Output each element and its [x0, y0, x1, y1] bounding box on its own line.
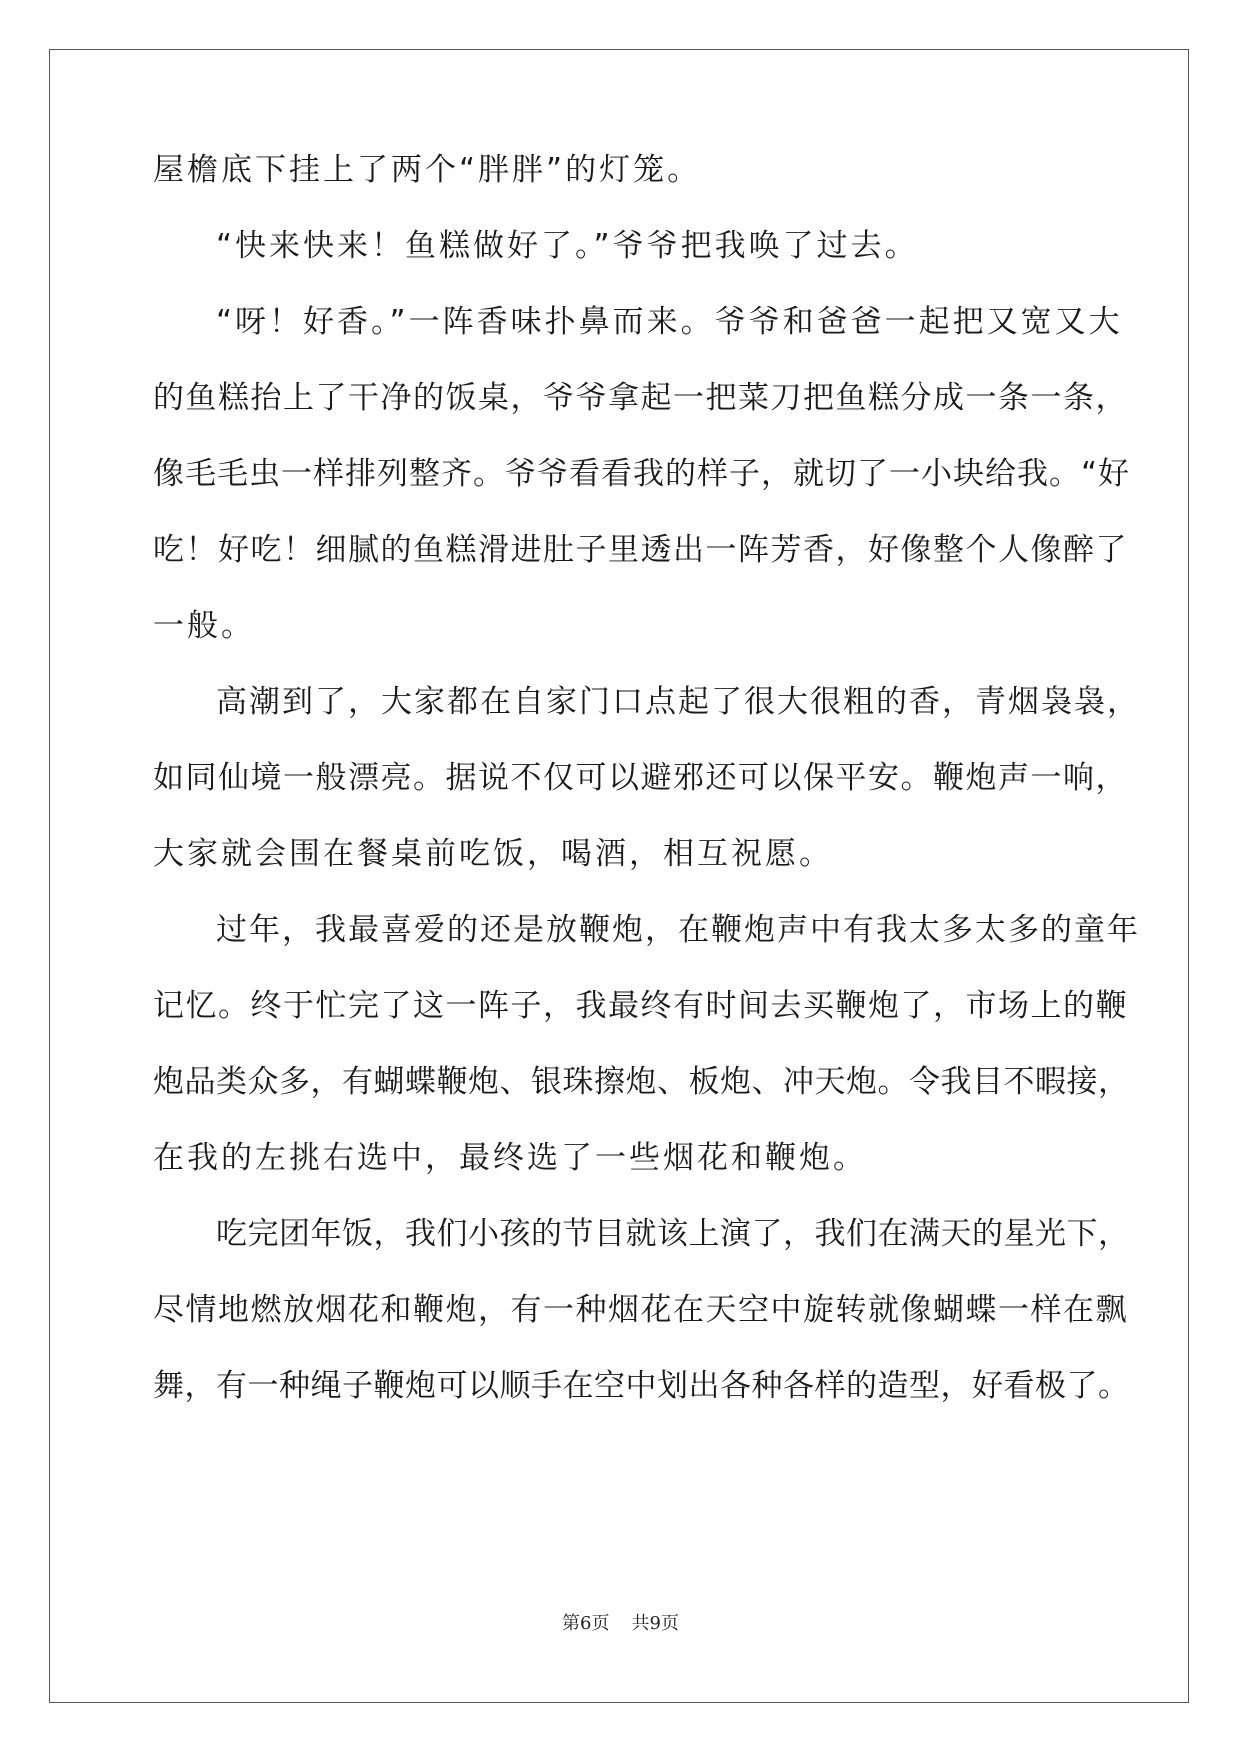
text-line: 记忆。终于忙完了这一阵子，我最终有时间去买鞭炮了，市场上的鞭: [153, 988, 1128, 1024]
text-line: 像毛毛虫一样排列整齐。爷爷看看我的样子，就切了一小块给我。“好: [153, 456, 1131, 492]
text-line: 高潮到了，大家都在自家门口点起了很大很粗的香，青烟袅袅，: [216, 684, 1140, 720]
page-footer: [0, 1612, 1241, 1636]
text-line: 炮品类众多，有蝴蝶鞭炮、银珠擦炮、板炮、冲天炮。令我目不暇接，: [153, 1064, 1130, 1100]
text-line: 过年，我最喜爱的还是放鞭炮，在鞭炮声中有我太多太多的童年: [216, 912, 1140, 948]
page-border: [49, 49, 1189, 1703]
text-line: 屋檐底下挂上了两个“胖胖”的灯笼。: [153, 152, 702, 188]
text-line: 如同仙境一般漂亮。据说不仅可以避邪还可以保平安。鞭炮声一响，: [153, 760, 1128, 796]
text-line: 吃！好吃！细腻的鱼糕滑进肚子里透出一阵芳香，好像整个人像醉了: [153, 532, 1128, 568]
text-line: 一般。: [153, 608, 255, 644]
text-line: 吃完团年饭，我们小孩的节目就该上演了，我们在满天的星光下，: [216, 1216, 1130, 1252]
page-number: 第6页: [562, 1613, 610, 1634]
text-line: 在我的左挑右选中，最终选了一些烟花和鞭炮。: [153, 1140, 867, 1176]
text-line: 尽情地燃放烟花和鞭炮，有一种烟花在天空中旋转就像蝴蝶一样在飘: [153, 1292, 1128, 1328]
text-line: 的鱼糕抬上了干净的饭桌，爷爷拿起一把菜刀把鱼糕分成一条一条，: [153, 380, 1128, 416]
text-line: “快来快来！鱼糕做好了。”爷爷把我唤了过去。: [216, 228, 919, 264]
text-line: 大家就会围在餐桌前吃饭，喝酒，相互祝愿。: [153, 836, 833, 872]
page-total: 共9页: [631, 1613, 679, 1634]
text-line: 舞，有一种绳子鞭炮可以顺手在空中划出各种各样的造型，好看极了。: [153, 1368, 1130, 1404]
text-line: “呀！好香。”一阵香味扑鼻而来。爷爷和爸爸一起把又宽又大: [216, 304, 1123, 340]
